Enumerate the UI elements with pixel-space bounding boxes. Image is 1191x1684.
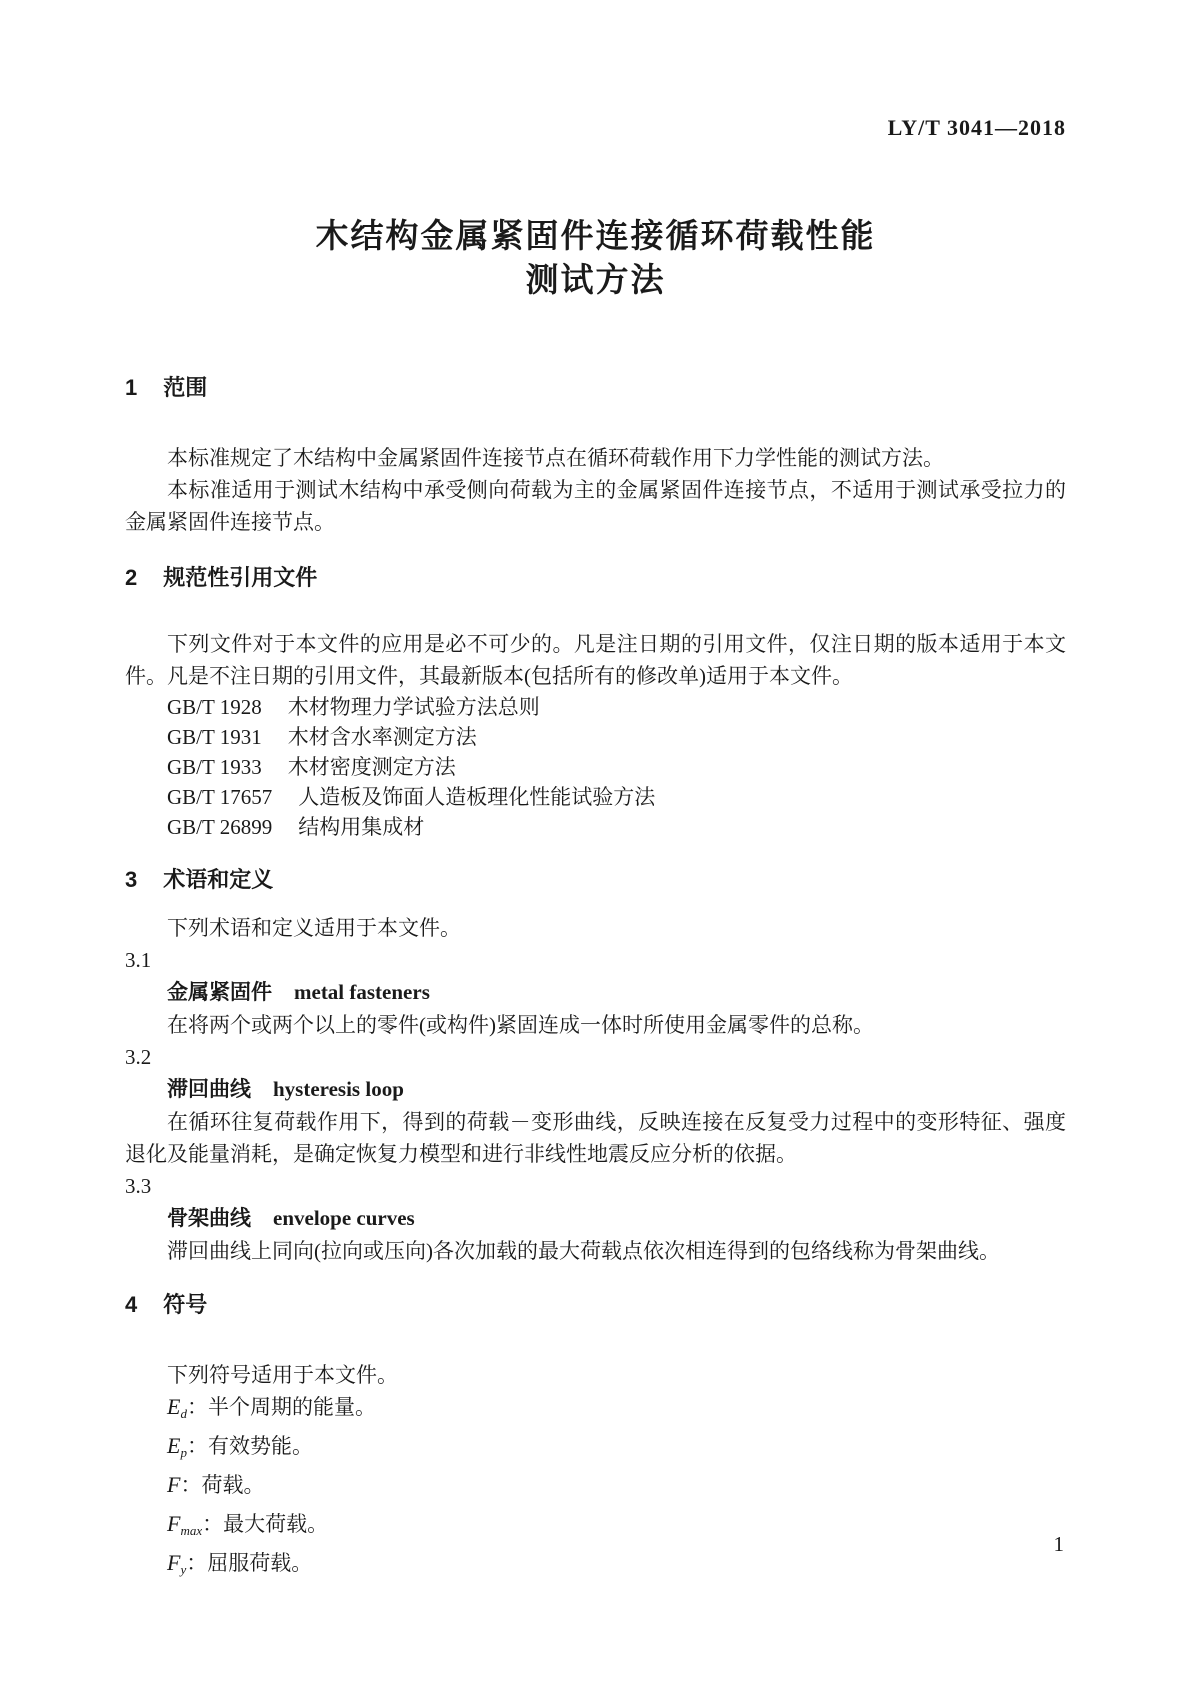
section-4-title: 符号 [163, 1292, 208, 1317]
section-2-title: 规范性引用文件 [163, 565, 318, 590]
term-definition: 在将两个或两个以上的零件(或构件)紧固连成一体时所使用金属零件的总称。 [167, 1013, 874, 1037]
page-number: 1 [1053, 1532, 1064, 1556]
reference-list [125, 692, 1066, 842]
symbol-description: ：有效势能。 [186, 1434, 313, 1458]
section-2-heading [125, 566, 1066, 590]
document-header [125, 114, 1066, 142]
section-3-heading [125, 868, 1066, 892]
symbol-base: F [167, 1550, 181, 1575]
section-1-title: 范围 [163, 375, 208, 400]
title-line-1: 木结构金属紧固件连接循环荷载性能 [315, 217, 876, 254]
term-number: 3.2 [125, 1045, 152, 1069]
term-name-en: hysteresis loop [273, 1077, 404, 1101]
symbol-item [125, 1391, 1066, 1430]
term-definition: 滞回曲线上同向(拉向或压向)各次加载的最大荷载点依次相连得到的包络线称为骨架曲线。 [167, 1239, 1000, 1263]
reference-item [125, 692, 1066, 722]
term-name [125, 976, 1066, 1009]
term-number: 3.3 [125, 1174, 152, 1198]
section-2-intro: 下列文件对于本文件的应用是必不可少的。凡是注日期的引用文件，仅注日期的版本适用于本文件。凡是不注日期的引用文件，其最新版本(包括所有的修改单)适用于本文件。 [125, 632, 1066, 688]
section-4-intro: 下列符号适用于本文件。 [167, 1363, 398, 1387]
reference-code: GB/T 1928 [167, 695, 262, 719]
symbol-subscript: max [180, 1523, 203, 1538]
term-name [125, 1073, 1066, 1106]
symbol-base: F [167, 1472, 181, 1497]
section-3-title: 术语和定义 [163, 867, 274, 892]
reference-code: GB/T 1931 [167, 725, 262, 749]
term-name-zh: 金属紧固件 [167, 981, 272, 1004]
reference-code: GB/T 17657 [167, 785, 273, 809]
symbol-base: F [167, 1511, 181, 1536]
symbol-item [125, 1508, 1066, 1547]
symbol-base: E [167, 1394, 181, 1419]
title-line-2: 测试方法 [525, 261, 666, 298]
reference-item [125, 782, 1066, 812]
section-4-heading [125, 1293, 1066, 1317]
reference-title: 人造板及饰面人造板理化性能试验方法 [298, 785, 656, 809]
symbol-description: ：荷载。 [180, 1473, 265, 1497]
reference-title: 木材含水率测定方法 [287, 725, 477, 749]
symbol-subscript: d [180, 1406, 187, 1421]
section-3-intro: 下列术语和定义适用于本文件。 [167, 916, 461, 940]
document-title [125, 214, 1066, 302]
term-name-en: metal fasteners [294, 980, 430, 1004]
symbol-description: ：最大荷载。 [202, 1512, 329, 1536]
symbol-item [125, 1430, 1066, 1469]
section-1-number: 1 [125, 375, 138, 400]
reference-code: GB/T 1933 [167, 755, 262, 779]
section-1-paragraph-2: 本标准适用于测试木结构中承受侧向荷载为主的金属紧固件连接节点，不适用于测试承受拉力的金属紧固件连接节点。 [125, 478, 1066, 534]
symbol-subscript: y [180, 1562, 187, 1577]
section-4-number: 4 [125, 1292, 138, 1317]
reference-title: 木材物理力学试验方法总则 [287, 695, 540, 719]
term-name-zh: 滞回曲线 [167, 1078, 251, 1101]
reference-code: GB/T 26899 [167, 815, 273, 839]
term-definition: 在循环往复荷载作用下，得到的荷载－变形曲线，反映连接在反复受力过程中的变形特征、强度退化及能量消耗，是确定恢复力模型和进行非线性地震反应分析的依据。 [125, 1110, 1066, 1166]
symbol-description: ：半个周期的能量。 [186, 1395, 376, 1419]
reference-title: 木材密度测定方法 [287, 755, 456, 779]
term-name [125, 1202, 1066, 1235]
section-1-heading [125, 376, 1066, 400]
section-1-paragraph-1: 本标准规定了木结构中金属紧固件连接节点在循环荷载作用下力学性能的测试方法。 [167, 446, 944, 470]
term-number: 3.1 [125, 948, 152, 972]
reference-title: 结构用集成材 [298, 815, 425, 839]
symbol-base: E [167, 1433, 181, 1458]
section-3-number: 3 [125, 867, 138, 892]
symbol-description: ：屈服荷载。 [186, 1551, 313, 1575]
symbol-item [125, 1469, 1066, 1508]
term-block [125, 944, 1066, 1041]
symbol-item [125, 1547, 1066, 1586]
term-name-zh: 骨架曲线 [167, 1207, 251, 1230]
reference-item [125, 752, 1066, 782]
term-block [125, 1170, 1066, 1267]
term-name-en: envelope curves [273, 1206, 415, 1230]
section-2-number: 2 [125, 565, 138, 590]
symbol-subscript: p [180, 1445, 187, 1460]
doc-number: LY/T 3041—2018 [887, 115, 1066, 140]
reference-item [125, 722, 1066, 752]
reference-item [125, 812, 1066, 842]
term-block [125, 1041, 1066, 1170]
